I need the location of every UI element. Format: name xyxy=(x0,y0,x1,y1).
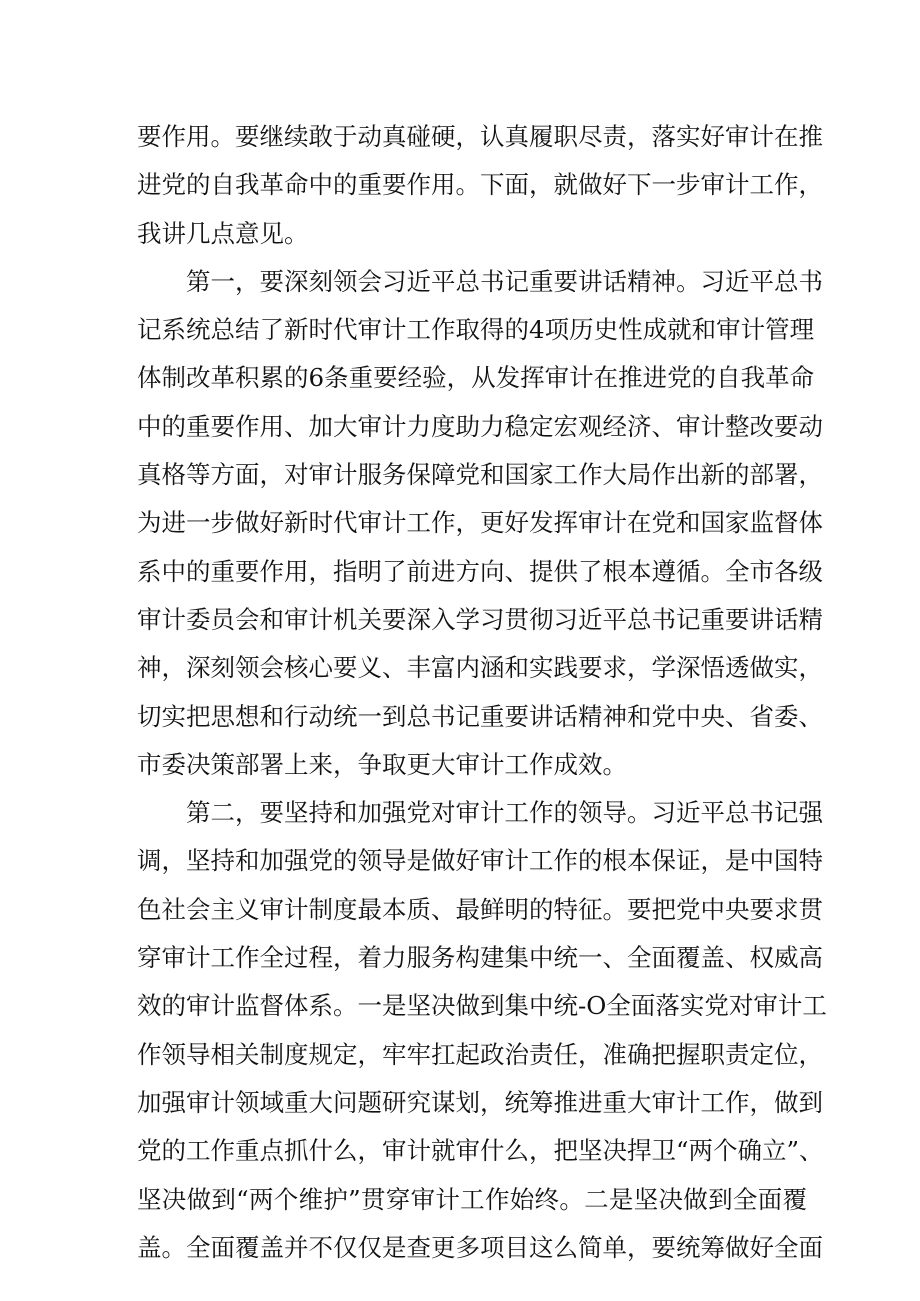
text-line: 审计委员会和审计机关要深入学习贯彻习近平总书记重要讲话精 xyxy=(137,604,823,634)
text-line: 市委决策部署上来，争取更大审计工作成效。 xyxy=(137,749,627,779)
text-line: 切实把思想和行动统一到总书记重要讲话精神和党中央、省委、 xyxy=(137,701,823,731)
text-line: 作领导相关制度规定，牢牢扛起政治责任，准确把握职责定位， xyxy=(137,1039,823,1069)
text-line: 为进一步做好新时代审计工作，更好发挥审计在党和国家监督体 xyxy=(137,508,823,538)
text-line: 中的重要作用、加大审计力度助力稳定宏观经济、审计整改要动 xyxy=(137,411,823,441)
text-line: 真格等方面，对审计服务保障党和国家工作大局作出新的部署， xyxy=(137,460,823,490)
paragraph-first-line: 第一，要深刻领会习近平总书记重要讲话精神。习近平总书 xyxy=(186,266,823,296)
text-line: 调，坚持和加强党的领导是做好审计工作的根本保证，是中国特 xyxy=(137,846,823,876)
text-line: 色社会主义审计制度最本质、最鲜明的特征。要把党中央要求贯 xyxy=(137,894,823,924)
text-line: 神，深刻领会核心要义、丰富内涵和实践要求，学深悟透做实， xyxy=(137,653,823,683)
text-line: 体制改革积累的6条重要经验，从发挥审计在推进党的自我革命 xyxy=(137,363,815,393)
text-line: 效的审计监督体系。一是坚决做到集中统-O全面落实党对审计工 xyxy=(137,991,827,1021)
paragraph-first-line: 第二，要坚持和加强党对审计工作的领导。习近平总书记强 xyxy=(186,798,823,828)
text-line: 坚决做到“两个维护”贯穿审计工作始终。二是坚决做到全面覆 xyxy=(137,1184,807,1214)
text-line: 盖。全面覆盖并不仅仅是查更多项目这么简单，要统筹做好全面 xyxy=(137,1232,823,1262)
text-line: 要作用。要继续敢于动真碰硬，认真履职尽责，落实好审计在推 xyxy=(137,122,823,151)
text-line: 进党的自我革命中的重要作用。下面，就做好下一步审计工作， xyxy=(137,170,823,200)
text-line: 党的工作重点抓什么，审计就审什么，把坚决捍卫“两个确立”、 xyxy=(137,1136,824,1166)
text-line: 记系统总结了新时代审计工作取得的4项历史性成就和审计管理 xyxy=(137,315,815,345)
text-line: 系中的重要作用，指明了前进方向、提供了根本遵循。全市各级 xyxy=(137,556,823,586)
body-text xyxy=(137,113,827,1272)
text-line: 我讲几点意见。 xyxy=(137,218,309,248)
text-line: 加强审计领域重大问题研究谋划，统筹推进重大审计工作，做到 xyxy=(137,1087,823,1117)
text-line: 穿审计工作全过程，着力服务构建集中统一、全面覆盖、权威高 xyxy=(137,943,823,973)
